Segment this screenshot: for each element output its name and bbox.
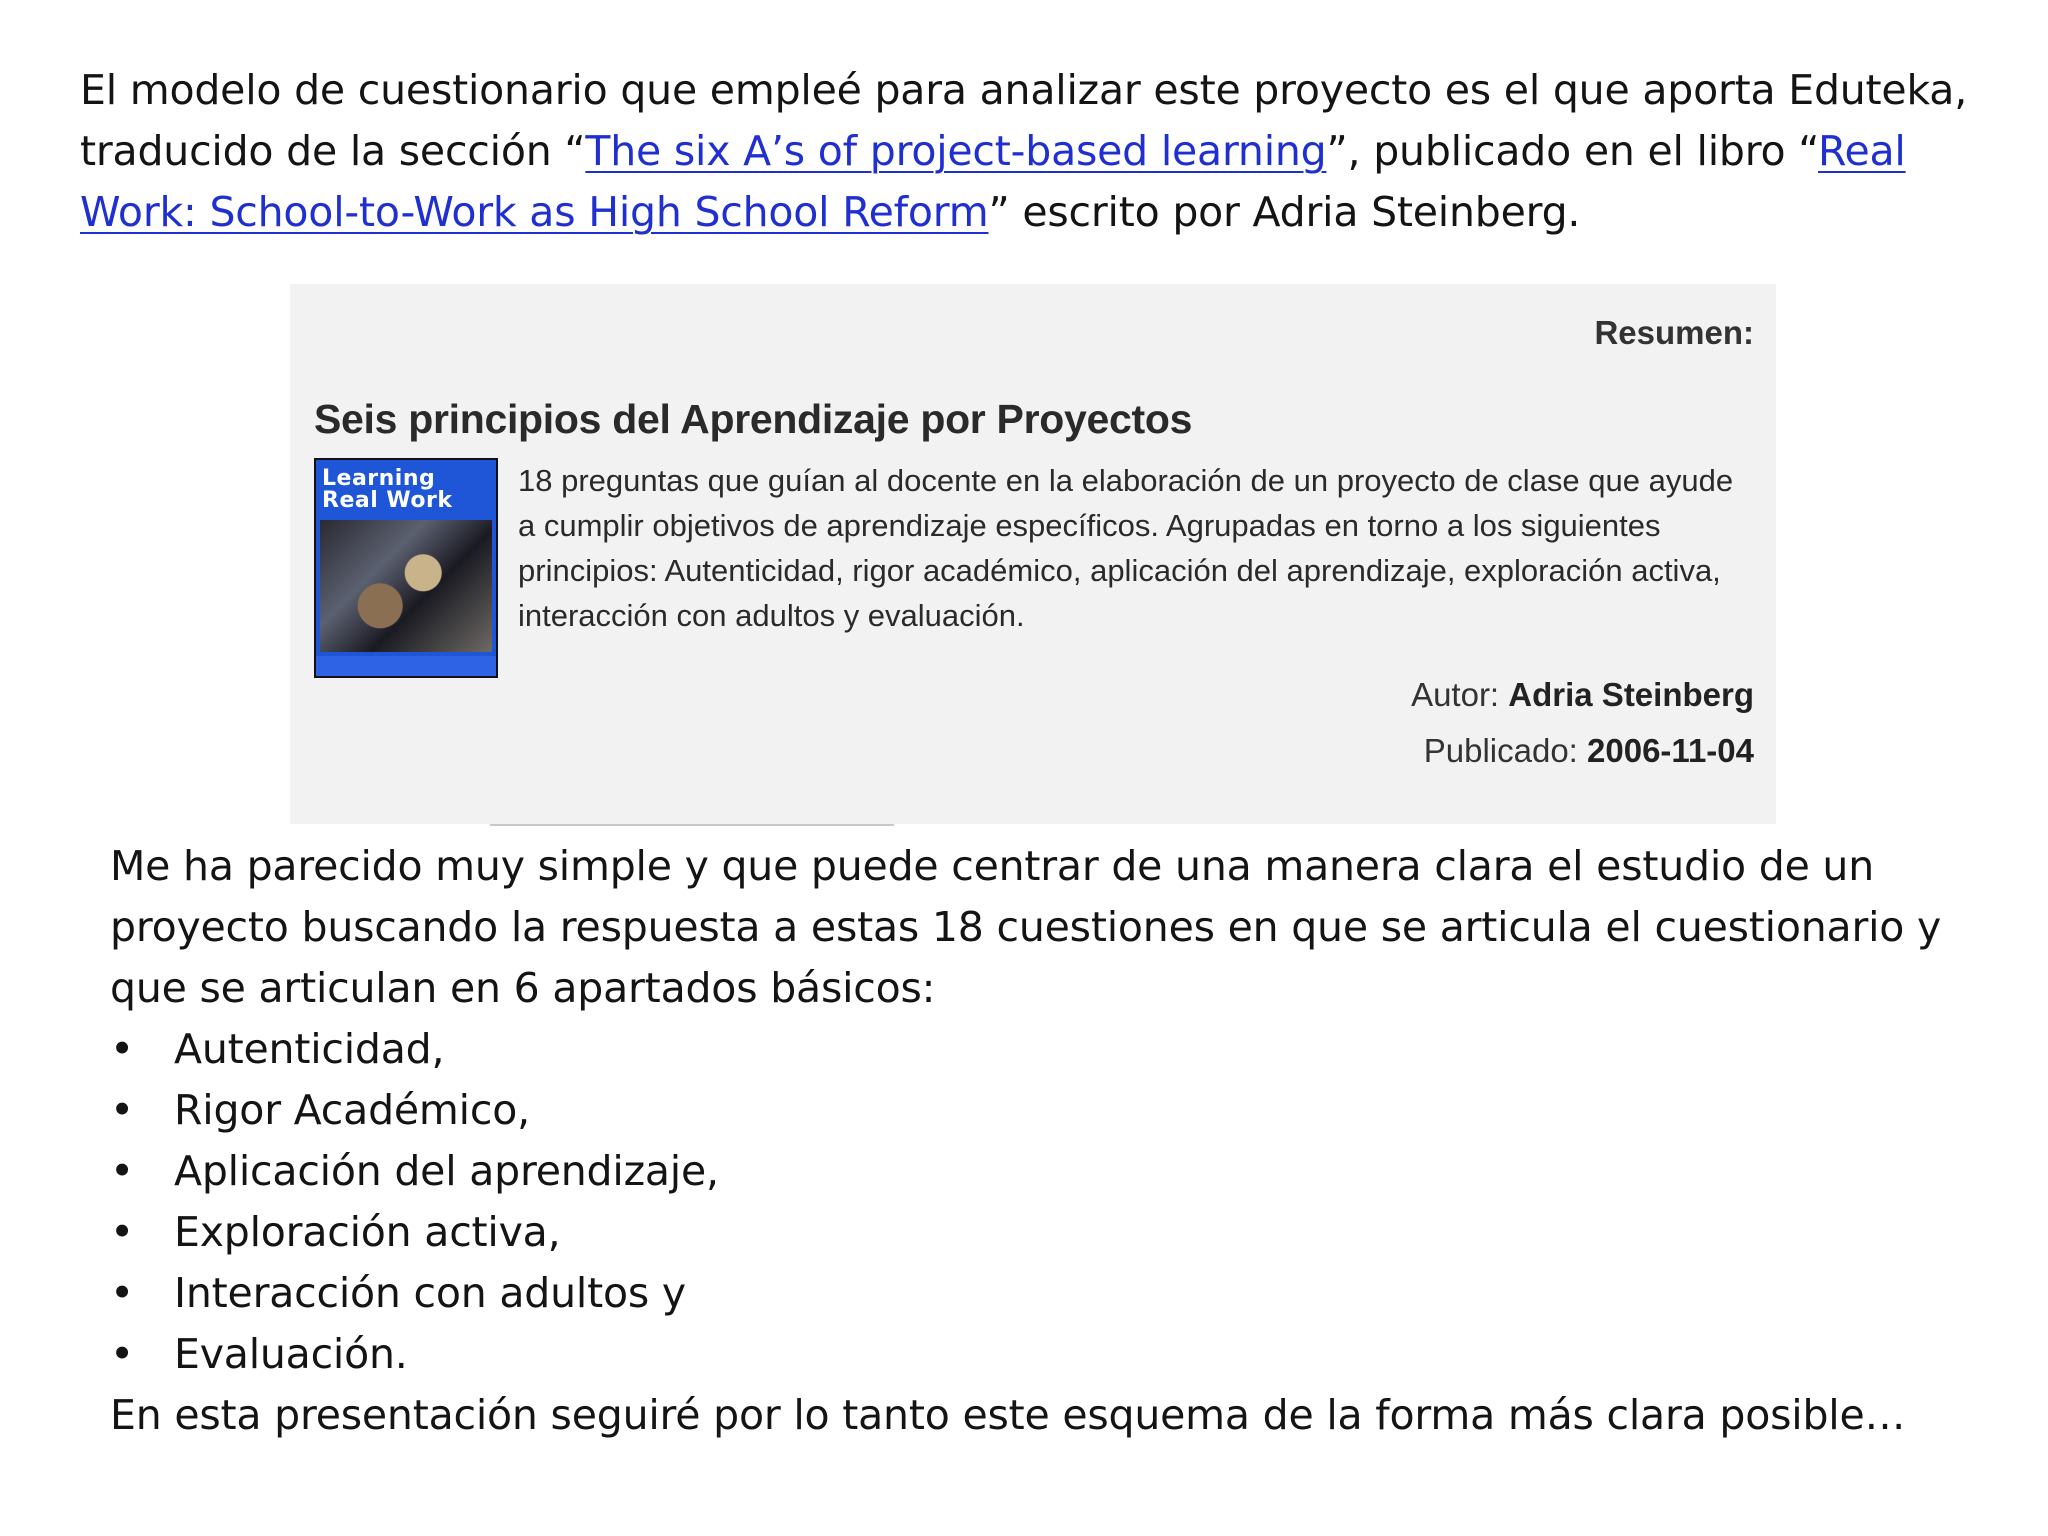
author-label: Autor:: [1411, 676, 1509, 713]
principles-list: [110, 1019, 2010, 1385]
real-work-link[interactable]: Real Work: School-to-Work as High School Reform: [80, 127, 1906, 236]
list-item: [110, 1263, 2010, 1324]
list-item-text: Exploración activa,: [174, 1208, 561, 1256]
author-value: Adria Steinberg: [1508, 676, 1754, 713]
body-paragraph: Me ha parecido muy simple y que puede centrar de una manera clara el estudio de un proyecto buscando la respuesta a estas 18 cuestiones en que se articula el cuestionario y que se articulan en 6 apartados básicos:: [110, 842, 1942, 1012]
bullet-marker: •: [110, 1330, 134, 1378]
intro-paragraph: [80, 60, 1990, 243]
author-line: [1411, 676, 1754, 714]
list-item-text: Aplicación del aprendizaje,: [174, 1147, 719, 1195]
bullet-marker: •: [110, 1147, 134, 1195]
list-item: [110, 1324, 2010, 1385]
book-cover-image: [314, 458, 498, 678]
list-item: [110, 1019, 2010, 1080]
intro-text-part-2: ”, publicado en el libro “: [1326, 127, 1819, 175]
summary-description: 18 preguntas que guían al docente en la elaboración de un proyecto de clase que ayude a cumplir objetivos de aprendizaje específicos. Agrupadas en torno a los siguientes principios: Autenticidad, rigor académico, aplicación del aprendizaje, exploración activa, interacción con adultos y evaluación.: [518, 463, 1734, 633]
closing-sentence: En esta presentación seguiré por lo tanto este esquema de la forma más clara posible…: [110, 1391, 1906, 1439]
book-cover-title: Learning Real Work: [322, 466, 453, 513]
summary-card-image: [290, 284, 1776, 824]
bullet-marker: •: [110, 1086, 134, 1134]
list-item-text: Interacción con adultos y: [174, 1269, 686, 1317]
card-divider: [490, 824, 894, 826]
list-item: [110, 1202, 2010, 1263]
summary-title: Seis principios del Aprendizaje por Proyectos: [314, 396, 1193, 442]
list-item-text: Autenticidad,: [174, 1025, 445, 1073]
bullet-marker: •: [110, 1208, 134, 1256]
intro-text-part-1: El modelo de cuestionario que empleé para analizar este proyecto es el que aporta Eduteka, traducido de la sección “: [80, 66, 1968, 175]
bullet-marker: •: [110, 1269, 134, 1317]
list-item: [110, 1080, 2010, 1141]
six-as-link[interactable]: The six A’s of project-based learning: [585, 127, 1327, 175]
list-item-text: Rigor Académico,: [174, 1086, 530, 1134]
published-value: 2006-11-04: [1587, 732, 1754, 769]
list-item-text: Evaluación.: [174, 1330, 408, 1378]
book-cover-photo: [320, 520, 492, 652]
book-cover-band: [316, 656, 496, 676]
intro-text-part-3: ” escrito por Adria Steinberg.: [988, 188, 1581, 236]
summary-heading: Resumen:: [1594, 314, 1754, 351]
published-line: [1424, 732, 1754, 770]
published-label: Publicado:: [1423, 732, 1588, 769]
bullet-marker: •: [110, 1025, 134, 1073]
body-section: [110, 836, 2010, 1446]
list-item: [110, 1141, 2010, 1202]
